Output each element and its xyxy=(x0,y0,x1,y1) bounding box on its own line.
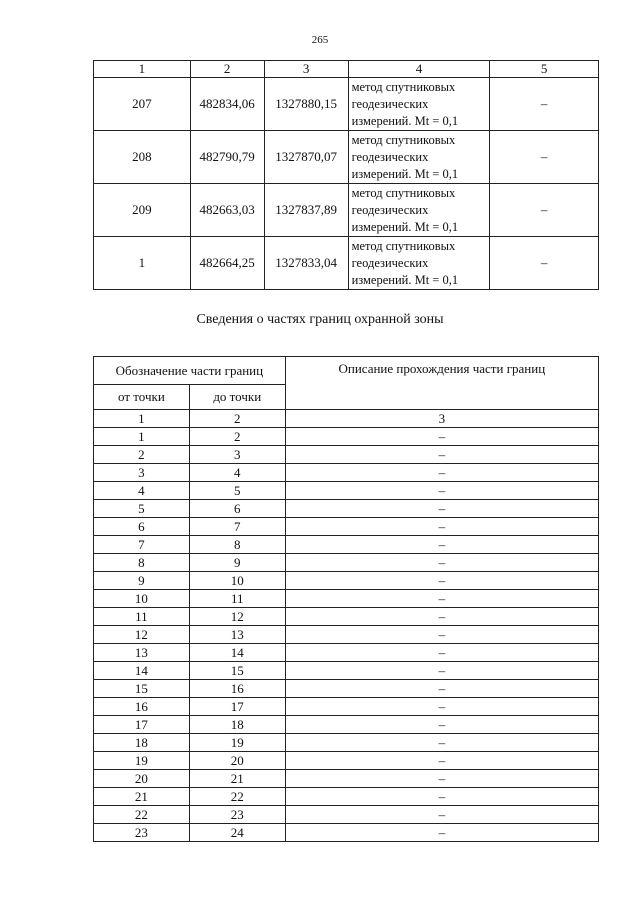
boundary-part-row xyxy=(94,554,599,572)
boundary-part-row xyxy=(94,662,599,680)
measurement-method-line: геодезических xyxy=(351,202,429,217)
from-point: 2 xyxy=(94,446,190,464)
measurement-method xyxy=(348,237,490,290)
boundary-part-row xyxy=(94,572,599,590)
from-point: 3 xyxy=(94,464,190,482)
header-from-point: от точки xyxy=(94,385,190,410)
measurement-method-line: измерений. Mt = 0,1 xyxy=(351,272,459,287)
boundary-description: – xyxy=(285,464,598,482)
from-point: 23 xyxy=(94,824,190,842)
measurement-method-line: геодезических xyxy=(351,255,429,270)
column-number-header: 1 xyxy=(94,61,191,78)
measurement-method-line: метод спутниковых xyxy=(351,79,456,94)
boundary-description: – xyxy=(285,734,598,752)
note: – xyxy=(490,78,599,131)
coordinate-x: 482663,03 xyxy=(190,184,264,237)
boundary-part-row xyxy=(94,608,599,626)
boundary-description: – xyxy=(285,806,598,824)
from-point: 15 xyxy=(94,680,190,698)
boundary-description: – xyxy=(285,482,598,500)
coordinate-y: 1327870,07 xyxy=(264,131,348,184)
boundary-part-row xyxy=(94,446,599,464)
coordinates-header-row xyxy=(94,61,599,78)
from-point: 4 xyxy=(94,482,190,500)
boundary-description: – xyxy=(285,824,598,842)
section-title: Сведения о частях границ охранной зоны xyxy=(196,312,444,327)
boundary-part-row xyxy=(94,590,599,608)
boundary-parts-table xyxy=(93,356,599,842)
to-point: 2 xyxy=(189,428,285,446)
from-point: 20 xyxy=(94,770,190,788)
column-number: 2 xyxy=(189,410,285,428)
from-point: 21 xyxy=(94,788,190,806)
to-point: 10 xyxy=(189,572,285,590)
from-point: 8 xyxy=(94,554,190,572)
from-point: 6 xyxy=(94,518,190,536)
from-point: 17 xyxy=(94,716,190,734)
measurement-method-line: измерений. Mt = 0,1 xyxy=(351,219,459,234)
boundary-part-row xyxy=(94,824,599,842)
boundary-part-row xyxy=(94,770,599,788)
boundary-description: – xyxy=(285,608,598,626)
to-point: 15 xyxy=(189,662,285,680)
boundary-description: – xyxy=(285,500,598,518)
boundary-description: – xyxy=(285,626,598,644)
coordinate-y: 1327837,89 xyxy=(264,184,348,237)
boundary-part-row xyxy=(94,806,599,824)
boundary-description: – xyxy=(285,572,598,590)
measurement-method-line: метод спутниковых xyxy=(351,132,456,147)
parts-numbering-row xyxy=(94,410,599,428)
from-point: 7 xyxy=(94,536,190,554)
note: – xyxy=(490,237,599,290)
from-point: 9 xyxy=(94,572,190,590)
from-point: 11 xyxy=(94,608,190,626)
coordinate-x: 482790,79 xyxy=(190,131,264,184)
column-number-header: 2 xyxy=(190,61,264,78)
column-number: 3 xyxy=(285,410,598,428)
boundary-description: – xyxy=(285,644,598,662)
boundary-part-row xyxy=(94,734,599,752)
to-point: 17 xyxy=(189,698,285,716)
measurement-method-line: геодезических xyxy=(351,149,429,164)
boundary-part-row xyxy=(94,626,599,644)
coordinate-row xyxy=(94,237,599,290)
boundary-part-row xyxy=(94,536,599,554)
note: – xyxy=(490,131,599,184)
coordinate-y: 1327880,15 xyxy=(264,78,348,131)
measurement-method-line: метод спутниковых xyxy=(351,238,456,253)
boundary-description: – xyxy=(285,662,598,680)
measurement-method-line: метод спутниковых xyxy=(351,185,456,200)
header-boundary-description: Описание прохождения части границ xyxy=(285,357,598,410)
boundary-part-row xyxy=(94,752,599,770)
boundary-description: – xyxy=(285,770,598,788)
parts-header-row xyxy=(94,357,599,385)
measurement-method xyxy=(348,131,490,184)
coordinate-x: 482664,25 xyxy=(190,237,264,290)
coordinate-row xyxy=(94,78,599,131)
boundary-part-row xyxy=(94,518,599,536)
to-point: 16 xyxy=(189,680,285,698)
column-number-header: 5 xyxy=(490,61,599,78)
to-point: 4 xyxy=(189,464,285,482)
column-number-header: 3 xyxy=(264,61,348,78)
coordinates-table xyxy=(93,60,599,290)
boundary-part-row xyxy=(94,788,599,806)
boundary-description: – xyxy=(285,554,598,572)
to-point: 21 xyxy=(189,770,285,788)
boundary-description: – xyxy=(285,536,598,554)
measurement-method-line: измерений. Mt = 0,1 xyxy=(351,113,459,128)
to-point: 3 xyxy=(189,446,285,464)
from-point: 19 xyxy=(94,752,190,770)
boundary-part-row xyxy=(94,680,599,698)
boundary-part-row xyxy=(94,482,599,500)
boundary-description: – xyxy=(285,698,598,716)
from-point: 16 xyxy=(94,698,190,716)
from-point: 14 xyxy=(94,662,190,680)
boundary-description: – xyxy=(285,446,598,464)
to-point: 24 xyxy=(189,824,285,842)
boundary-description: – xyxy=(285,590,598,608)
page-number: 265 xyxy=(311,34,329,46)
to-point: 11 xyxy=(189,590,285,608)
to-point: 7 xyxy=(189,518,285,536)
point-number: 209 xyxy=(94,184,191,237)
to-point: 23 xyxy=(189,806,285,824)
to-point: 20 xyxy=(189,752,285,770)
boundary-description: – xyxy=(285,680,598,698)
measurement-method-line: геодезических xyxy=(351,96,429,111)
to-point: 12 xyxy=(189,608,285,626)
from-point: 13 xyxy=(94,644,190,662)
coordinate-x: 482834,06 xyxy=(190,78,264,131)
to-point: 18 xyxy=(189,716,285,734)
note: – xyxy=(490,184,599,237)
header-to-point: до точки xyxy=(189,385,285,410)
coordinate-row xyxy=(94,131,599,184)
boundary-description: – xyxy=(285,518,598,536)
from-point: 12 xyxy=(94,626,190,644)
boundary-part-row xyxy=(94,698,599,716)
boundary-description: – xyxy=(285,428,598,446)
point-number: 208 xyxy=(94,131,191,184)
measurement-method xyxy=(348,184,490,237)
column-number: 1 xyxy=(94,410,190,428)
from-point: 5 xyxy=(94,500,190,518)
from-point: 18 xyxy=(94,734,190,752)
to-point: 13 xyxy=(189,626,285,644)
boundary-part-row xyxy=(94,500,599,518)
to-point: 5 xyxy=(189,482,285,500)
boundary-part-row xyxy=(94,464,599,482)
to-point: 8 xyxy=(189,536,285,554)
boundary-description: – xyxy=(285,788,598,806)
from-point: 22 xyxy=(94,806,190,824)
column-number-header: 4 xyxy=(348,61,490,78)
from-point: 1 xyxy=(94,428,190,446)
point-number: 1 xyxy=(94,237,191,290)
header-boundary-part-designation: Обозначение части границ xyxy=(94,357,286,385)
to-point: 6 xyxy=(189,500,285,518)
to-point: 9 xyxy=(189,554,285,572)
measurement-method xyxy=(348,78,490,131)
boundary-description: – xyxy=(285,716,598,734)
to-point: 14 xyxy=(189,644,285,662)
measurement-method-line: измерений. Mt = 0,1 xyxy=(351,166,459,181)
coordinate-y: 1327833,04 xyxy=(264,237,348,290)
boundary-part-row xyxy=(94,428,599,446)
from-point: 10 xyxy=(94,590,190,608)
boundary-description: – xyxy=(285,752,598,770)
boundary-part-row xyxy=(94,644,599,662)
to-point: 22 xyxy=(189,788,285,806)
point-number: 207 xyxy=(94,78,191,131)
coordinate-row xyxy=(94,184,599,237)
boundary-part-row xyxy=(94,716,599,734)
to-point: 19 xyxy=(189,734,285,752)
